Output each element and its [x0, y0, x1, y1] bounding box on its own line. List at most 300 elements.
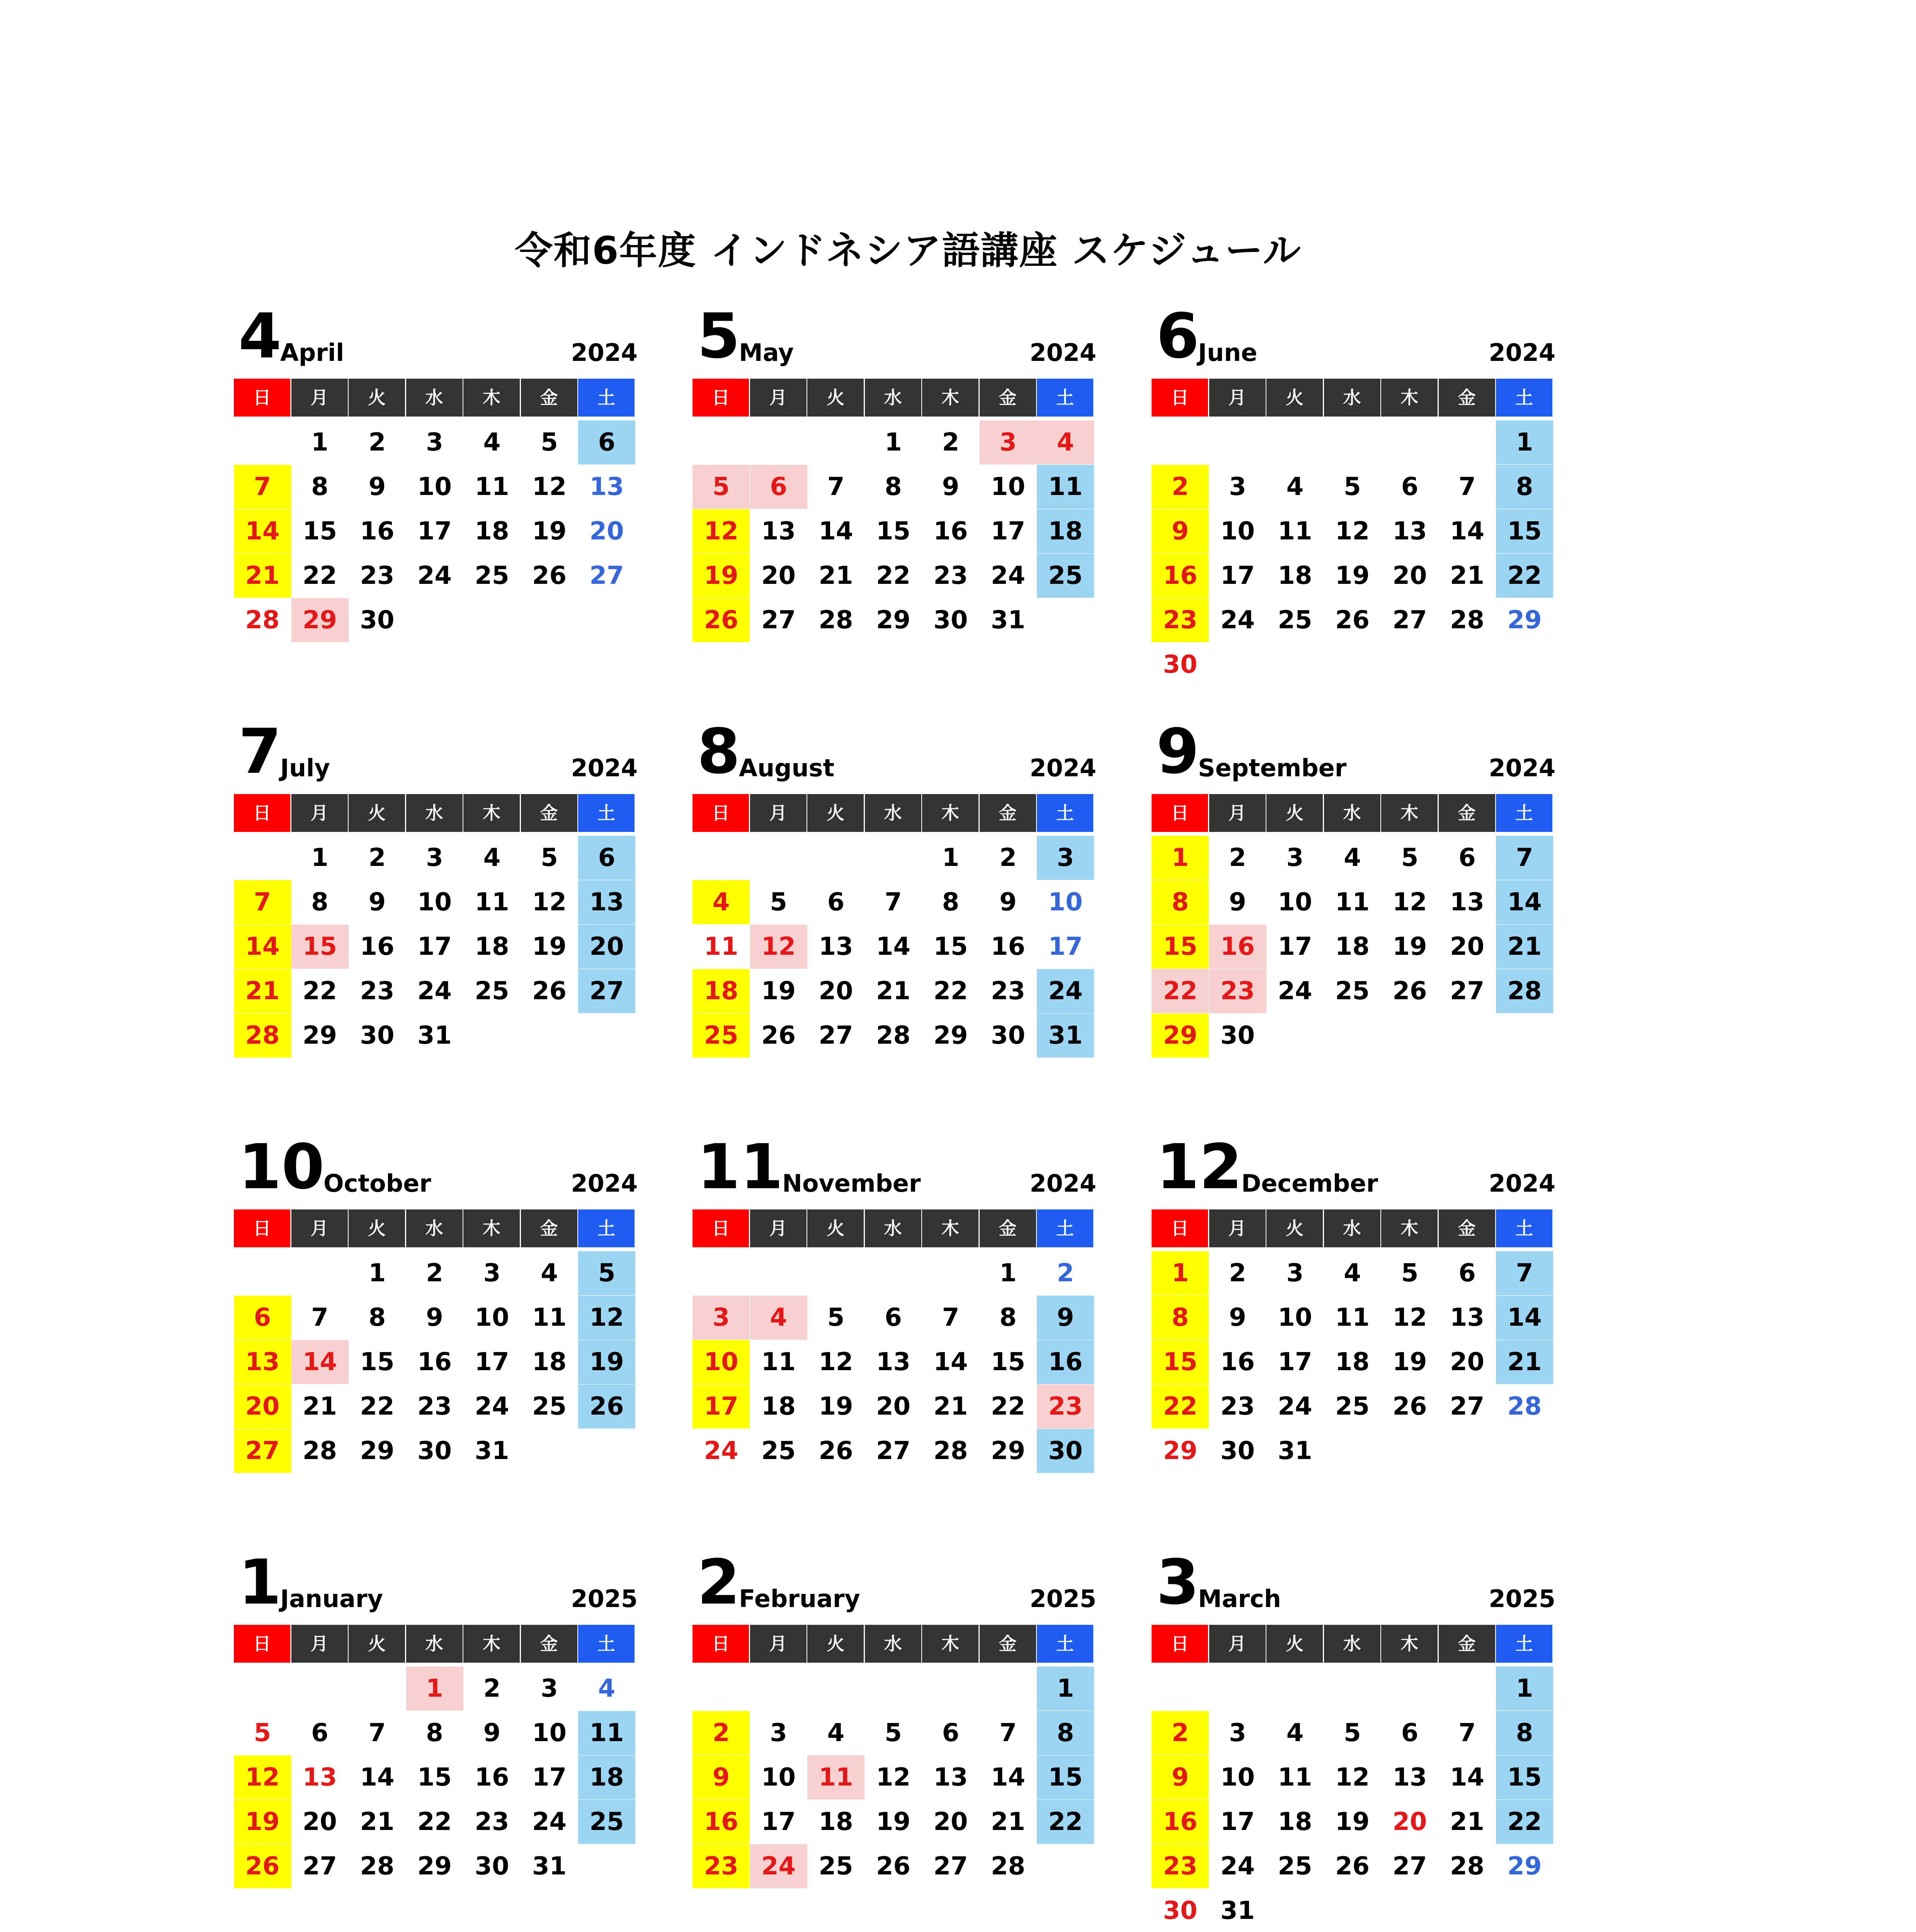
day-cell: 5 [541, 844, 558, 872]
day-cell: 17 [1220, 561, 1255, 590]
day-cell: 31 [1037, 1014, 1094, 1058]
day-cell: 4 [693, 880, 750, 924]
day-cell: 28 [933, 1437, 968, 1465]
day-cell: 15 [876, 517, 911, 546]
day-cell: 19 [532, 932, 567, 961]
weekday-header: 木 [1381, 794, 1438, 832]
day-cell: 21 [876, 977, 911, 1005]
weekday-header: 月 [291, 379, 348, 417]
day-cell: 5 [1401, 1259, 1419, 1287]
day-cell: 11 [1278, 517, 1312, 546]
weekday-header: 水 [406, 1625, 463, 1663]
day-cell: 17 [475, 1348, 509, 1376]
day-cell: 27 [1392, 606, 1427, 634]
day-cell: 7 [827, 473, 845, 501]
day-cell: 28 [1507, 1392, 1542, 1421]
weekday-header: 金 [1439, 379, 1495, 417]
day-cell: 30 [360, 1021, 395, 1050]
month-header [234, 1132, 641, 1202]
month-name: May [739, 338, 794, 367]
month-november [693, 1132, 1099, 1519]
day-cell: 18 [475, 517, 509, 546]
day-cell: 20 [1392, 561, 1427, 590]
day-cell: 28 [1496, 969, 1553, 1013]
day-cell: 31 [1278, 1437, 1312, 1465]
weekday-header: 月 [750, 1209, 807, 1247]
day-cell: 13 [818, 932, 853, 961]
weekday-header: 土 [578, 1625, 635, 1663]
day-cell: 14 [360, 1763, 395, 1792]
day-cell: 12 [578, 1296, 635, 1340]
day-cell: 5 [1344, 473, 1361, 501]
day-cell: 8 [1152, 880, 1209, 924]
day-cell: 5 [1401, 844, 1419, 872]
day-cell: 10 [417, 473, 452, 501]
day-cell: 17 [990, 517, 1026, 546]
day-cell: 14 [1450, 517, 1485, 546]
month-name: December [1241, 1169, 1378, 1197]
day-cell: 2 [1229, 844, 1246, 872]
day-cell: 17 [417, 517, 452, 546]
day-cell: 14 [933, 1348, 968, 1376]
weekday-header: 金 [521, 1625, 577, 1663]
day-cell: 5 [693, 465, 750, 509]
month-number: 4 [238, 300, 282, 372]
month-october [234, 1132, 641, 1519]
day-cell: 23 [1152, 598, 1209, 642]
day-cell: 6 [311, 1719, 328, 1747]
day-cell: 20 [818, 977, 853, 1005]
day-cell: 27 [1450, 1392, 1485, 1421]
day-cell: 2 [999, 844, 1017, 872]
weekday-header: 火 [1266, 794, 1323, 832]
day-cell: 30 [360, 606, 395, 634]
day-cell: 13 [302, 1763, 337, 1792]
month-year: 2024 [1029, 1169, 1096, 1197]
day-cell: 25 [475, 977, 509, 1005]
weekday-header: 金 [1439, 1209, 1495, 1247]
day-cell: 30 [1220, 1437, 1255, 1465]
day-cell: 7 [368, 1719, 386, 1747]
month-header [693, 1132, 1099, 1202]
day-cell: 8 [1152, 1296, 1209, 1340]
day-cell: 16 [360, 932, 395, 961]
day-cell: 16 [417, 1348, 452, 1376]
day-cell: 16 [990, 932, 1026, 961]
day-cell: 23 [360, 561, 395, 590]
day-cell: 6 [1458, 1259, 1476, 1287]
month-name: August [739, 754, 835, 782]
weekday-header: 日 [693, 379, 749, 417]
day-cell: 4 [483, 844, 501, 872]
day-cell: 5 [578, 1251, 635, 1295]
day-cell: 10 [1220, 517, 1255, 546]
day-cell: 20 [1450, 1348, 1485, 1376]
day-cell: 4 [1286, 1719, 1304, 1747]
day-cell: 2 [368, 428, 386, 457]
day-cell: 11 [704, 932, 738, 961]
day-cell: 26 [1392, 977, 1427, 1005]
day-cell: 20 [589, 517, 624, 546]
day-cell: 15 [417, 1763, 452, 1792]
day-cell: 1 [406, 1667, 463, 1711]
day-cell: 19 [234, 1800, 291, 1844]
day-cell: 9 [368, 888, 386, 917]
day-cell: 21 [234, 969, 291, 1013]
day-cell: 27 [234, 1429, 291, 1473]
day-cell: 6 [234, 1296, 291, 1340]
weekday-header: 金 [1439, 794, 1495, 832]
day-cell: 22 [302, 561, 337, 590]
day-cell: 19 [761, 977, 796, 1005]
day-cell: 9 [368, 473, 386, 501]
weekday-header: 月 [1209, 379, 1266, 417]
day-cell: 28 [818, 606, 853, 634]
day-cell: 15 [1152, 925, 1209, 969]
day-cell: 13 [1450, 888, 1485, 917]
day-cell: 7 [1496, 836, 1553, 880]
month-header [234, 301, 641, 371]
day-cell: 24 [750, 1844, 807, 1888]
day-cell: 14 [990, 1763, 1026, 1792]
weekday-header: 土 [1496, 794, 1552, 832]
day-cell: 16 [1152, 1800, 1209, 1844]
month-header [1152, 301, 1559, 371]
day-cell: 23 [475, 1808, 509, 1836]
month-august [693, 717, 1099, 1103]
day-cell: 29 [1507, 1852, 1542, 1881]
month-year: 2024 [571, 338, 638, 367]
day-cell: 14 [234, 925, 291, 969]
weekday-header: 火 [807, 1625, 864, 1663]
day-cell: 1 [1152, 836, 1209, 880]
day-cell: 1 [1037, 1667, 1094, 1711]
weekday-header: 土 [1496, 379, 1552, 417]
day-cell: 17 [532, 1763, 567, 1792]
day-cell: 13 [578, 880, 635, 924]
day-cell: 21 [818, 561, 853, 590]
month-year: 2025 [1489, 1585, 1555, 1613]
day-cell: 12 [1335, 517, 1370, 546]
day-cell: 30 [1037, 1429, 1094, 1473]
day-cell: 11 [475, 888, 509, 917]
day-cell: 17 [1278, 1348, 1312, 1376]
day-cell: 26 [532, 977, 567, 1005]
month-number: 8 [697, 715, 740, 787]
day-cell: 7 [999, 1719, 1017, 1747]
day-cell: 21 [1496, 925, 1553, 969]
weekday-header: 火 [349, 1209, 405, 1247]
weekday-header: 水 [1324, 794, 1380, 832]
day-cell: 21 [1496, 1340, 1553, 1384]
day-cell: 8 [311, 888, 328, 917]
page-title: 令和6年度 インドネシア語講座 スケジュール [515, 229, 1302, 273]
day-cell: 12 [1335, 1763, 1370, 1792]
day-cell: 1 [942, 844, 960, 872]
month-number: 1 [238, 1546, 282, 1618]
day-cell: 9 [942, 473, 960, 501]
day-cell: 18 [475, 932, 509, 961]
weekday-header: 金 [980, 1209, 1036, 1247]
day-cell: 22 [933, 977, 968, 1005]
day-cell: 1 [1152, 1251, 1209, 1295]
day-cell: 17 [1278, 932, 1312, 961]
weekday-header: 金 [521, 1209, 577, 1247]
day-cell: 29 [360, 1437, 395, 1465]
day-cell: 4 [541, 1259, 558, 1287]
day-cell: 14 [1496, 880, 1553, 924]
day-cell: 26 [761, 1021, 796, 1050]
day-cell: 10 [417, 888, 452, 917]
day-cell: 14 [234, 509, 291, 553]
day-cell: 18 [1037, 509, 1094, 553]
day-cell: 5 [885, 1719, 902, 1747]
weekday-header: 日 [234, 1625, 290, 1663]
day-cell: 10 [693, 1340, 750, 1384]
month-september [1152, 717, 1559, 1103]
day-cell: 18 [1335, 932, 1370, 961]
day-cell: 12 [1392, 888, 1427, 917]
day-cell: 2 [693, 1711, 750, 1755]
day-cell: 8 [1037, 1711, 1094, 1755]
day-cell: 29 [417, 1852, 452, 1881]
month-number: 5 [697, 300, 740, 372]
month-header [693, 717, 1099, 786]
day-cell: 25 [693, 1014, 750, 1058]
day-cell: 24 [1278, 1392, 1312, 1421]
weekday-header: 水 [1324, 1625, 1380, 1663]
day-cell: 3 [426, 844, 443, 872]
month-year: 2024 [1489, 1169, 1555, 1197]
day-cell: 1 [368, 1259, 386, 1287]
month-december [1152, 1132, 1559, 1519]
month-year: 2025 [1029, 1585, 1096, 1613]
month-february [693, 1548, 1099, 1932]
month-june [1152, 301, 1559, 688]
weekday-header: 水 [1324, 1209, 1380, 1247]
day-cell: 21 [234, 554, 291, 598]
day-cell: 8 [1496, 465, 1553, 509]
weekday-header: 木 [463, 794, 520, 832]
month-number: 11 [697, 1131, 783, 1203]
weekday-header: 火 [349, 1625, 405, 1663]
day-cell: 28 [302, 1437, 337, 1465]
day-cell: 16 [693, 1800, 750, 1844]
month-number: 6 [1156, 300, 1200, 372]
month-april [234, 301, 641, 688]
day-cell: 27 [589, 561, 624, 590]
day-cell: 18 [532, 1348, 567, 1376]
day-cell: 3 [770, 1719, 787, 1747]
month-year: 2024 [571, 1169, 638, 1197]
day-cell: 18 [1278, 1808, 1312, 1836]
day-cell: 11 [1335, 888, 1370, 917]
day-cell: 20 [1450, 932, 1485, 961]
weekday-header: 土 [1037, 379, 1093, 417]
month-name: June [1198, 338, 1257, 367]
day-cell: 6 [578, 420, 635, 464]
day-cell: 9 [999, 888, 1017, 917]
day-cell: 31 [1220, 1896, 1255, 1925]
day-cell: 31 [990, 606, 1026, 634]
day-cell: 5 [1344, 1719, 1361, 1747]
weekday-header: 火 [807, 794, 864, 832]
day-cell: 13 [1450, 1303, 1485, 1332]
day-cell: 13 [1392, 517, 1427, 546]
day-cell: 13 [933, 1763, 968, 1792]
month-march [1152, 1548, 1559, 1932]
day-cell: 24 [475, 1392, 509, 1421]
day-cell: 9 [1229, 888, 1246, 917]
day-cell: 30 [1163, 650, 1198, 679]
day-cell: 19 [1335, 561, 1370, 590]
day-cell: 19 [693, 554, 750, 598]
day-cell: 14 [1450, 1763, 1485, 1792]
day-cell: 22 [417, 1808, 452, 1836]
day-cell: 23 [360, 977, 395, 1005]
weekday-header: 水 [406, 379, 463, 417]
day-cell: 26 [818, 1437, 853, 1465]
day-cell: 10 [1220, 1763, 1255, 1792]
weekday-header: 火 [1266, 379, 1323, 417]
weekday-header: 日 [1152, 379, 1208, 417]
day-cell: 26 [532, 561, 567, 590]
day-cell: 13 [761, 517, 796, 546]
day-cell: 21 [990, 1808, 1026, 1836]
day-cell: 10 [1048, 888, 1083, 917]
day-cell: 22 [360, 1392, 395, 1421]
weekday-header: 水 [406, 1209, 463, 1247]
day-cell: 25 [578, 1800, 635, 1844]
weekday-header: 土 [1037, 794, 1093, 832]
day-cell: 21 [1450, 561, 1485, 590]
day-cell: 26 [234, 1844, 291, 1888]
day-cell: 15 [990, 1348, 1026, 1376]
month-may [693, 301, 1099, 688]
month-header [1152, 1548, 1559, 1617]
weekday-header: 水 [865, 794, 921, 832]
day-cell: 12 [876, 1763, 911, 1792]
month-number: 12 [1156, 1131, 1242, 1203]
day-cell: 28 [1450, 1852, 1485, 1881]
weekday-header: 土 [578, 1209, 635, 1247]
day-cell: 17 [693, 1384, 750, 1429]
day-cell: 9 [483, 1719, 501, 1747]
day-cell: 30 [1220, 1021, 1255, 1050]
day-cell: 2 [426, 1259, 443, 1287]
day-cell: 29 [933, 1021, 968, 1050]
day-cell: 1 [311, 428, 328, 457]
day-cell: 31 [417, 1021, 452, 1050]
day-cell: 24 [704, 1437, 738, 1465]
day-cell: 4 [598, 1674, 616, 1703]
day-cell: 25 [1037, 554, 1094, 598]
month-july [234, 717, 641, 1103]
weekday-header: 月 [291, 794, 348, 832]
day-cell: 1 [311, 844, 328, 872]
day-cell: 27 [933, 1852, 968, 1881]
day-cell: 4 [750, 1296, 807, 1340]
day-cell: 3 [1229, 1719, 1246, 1747]
day-cell: 23 [417, 1392, 452, 1421]
weekday-header: 日 [1152, 794, 1208, 832]
day-cell: 20 [933, 1808, 968, 1836]
day-cell: 8 [885, 473, 902, 501]
day-cell: 27 [302, 1852, 337, 1881]
day-cell: 10 [1278, 888, 1312, 917]
day-cell: 14 [876, 932, 911, 961]
month-year: 2024 [1029, 754, 1096, 782]
day-cell: 23 [693, 1844, 750, 1888]
day-cell: 2 [368, 844, 386, 872]
day-cell: 12 [750, 925, 807, 969]
weekday-header: 木 [1381, 1209, 1438, 1247]
day-cell: 24 [532, 1808, 567, 1836]
day-cell: 30 [1163, 1896, 1198, 1925]
month-name: March [1198, 1585, 1281, 1613]
day-cell: 4 [483, 428, 501, 457]
weekday-header: 月 [1209, 1625, 1266, 1663]
day-cell: 15 [302, 517, 337, 546]
day-cell: 30 [417, 1437, 452, 1465]
day-cell: 16 [360, 517, 395, 546]
day-cell: 29 [302, 1021, 337, 1050]
weekday-header: 土 [1037, 1209, 1093, 1247]
day-cell: 24 [1220, 1852, 1255, 1881]
day-cell: 10 [761, 1763, 796, 1792]
day-cell: 2 [1229, 1259, 1246, 1287]
weekday-header: 金 [980, 379, 1036, 417]
day-cell: 8 [1496, 1711, 1553, 1755]
day-cell: 7 [1458, 473, 1476, 501]
day-cell: 23 [990, 977, 1026, 1005]
day-cell: 20 [234, 1384, 291, 1429]
day-cell: 21 [360, 1808, 395, 1836]
day-cell: 29 [990, 1437, 1026, 1465]
day-cell: 18 [761, 1392, 796, 1421]
day-cell: 2 [1152, 465, 1209, 509]
day-cell: 4 [1037, 420, 1094, 464]
day-cell: 17 [417, 932, 452, 961]
day-cell: 6 [1458, 844, 1476, 872]
day-cell: 29 [876, 606, 911, 634]
day-cell: 16 [1037, 1340, 1094, 1384]
day-cell: 8 [368, 1303, 386, 1332]
month-name: February [739, 1585, 860, 1613]
day-cell: 7 [885, 888, 902, 917]
day-cell: 6 [1401, 1719, 1419, 1747]
day-cell: 8 [311, 473, 328, 501]
day-cell: 13 [1392, 1763, 1427, 1792]
day-cell: 26 [876, 1852, 911, 1881]
weekday-header: 土 [578, 794, 635, 832]
day-cell: 11 [1335, 1303, 1370, 1332]
day-cell: 27 [761, 606, 796, 634]
day-cell: 13 [234, 1340, 291, 1384]
weekday-header: 火 [1266, 1625, 1323, 1663]
day-cell: 18 [818, 1808, 853, 1836]
day-cell: 18 [578, 1755, 635, 1799]
day-cell: 4 [1344, 1259, 1361, 1287]
day-cell: 25 [761, 1437, 796, 1465]
day-cell: 16 [1220, 1348, 1255, 1376]
weekday-header: 金 [980, 794, 1036, 832]
day-cell: 21 [302, 1392, 337, 1421]
day-cell: 24 [990, 561, 1026, 590]
day-cell: 11 [807, 1755, 864, 1799]
month-number: 9 [1156, 715, 1200, 787]
day-cell: 26 [1392, 1392, 1427, 1421]
